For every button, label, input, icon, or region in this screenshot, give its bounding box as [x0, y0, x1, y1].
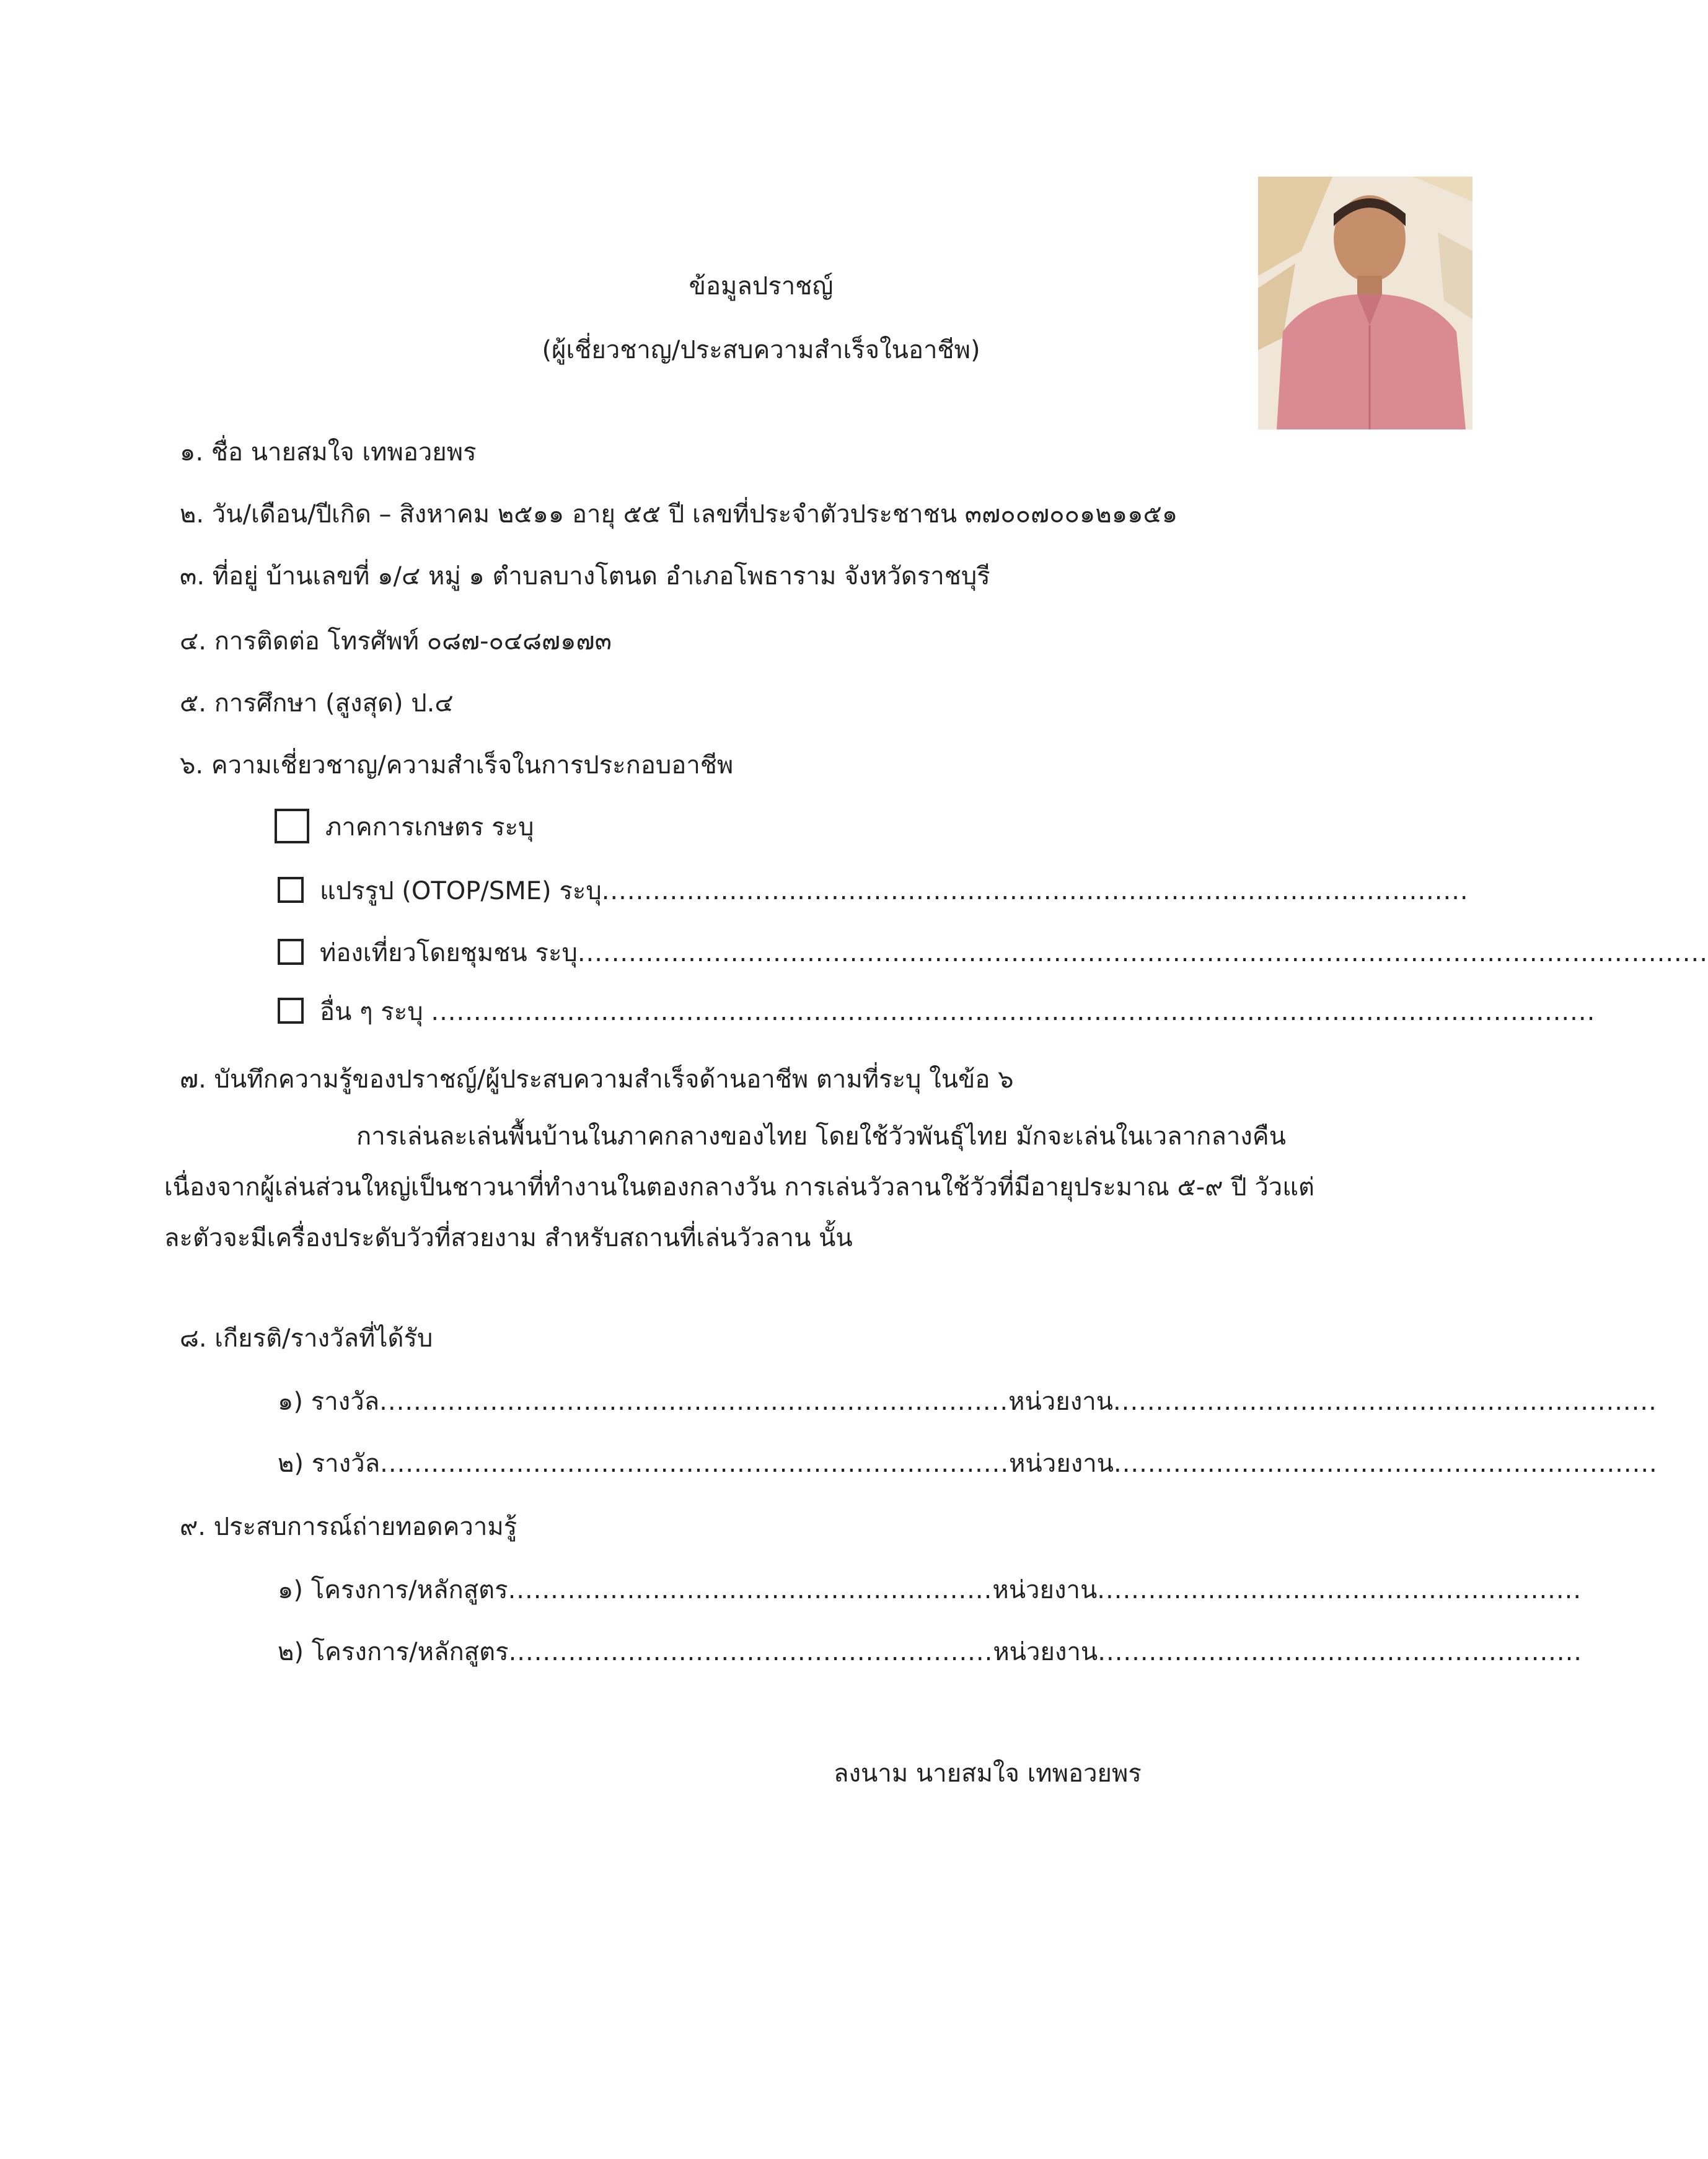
transfer-row-2: ๒) โครงการ/หลักสูตร.........................................................หน่วยงาน.........................................................	[278, 1638, 1583, 1666]
expertise-option-other	[278, 993, 1595, 1031]
award-row-2: ๒) รางวัล..........................................................................หน่วยงาน................................................................	[278, 1449, 1658, 1478]
document-subtitle: (ผู้เชี่ยวชาญ/ประสบความสำเร็จในอาชีพ)	[542, 336, 980, 364]
knowledge-paragraph	[164, 1111, 1348, 1264]
expertise-option-processing	[278, 873, 1469, 910]
document-title: ข้อมูลปราชญ์	[689, 272, 834, 301]
checkbox-tourism[interactable]	[278, 939, 304, 965]
field-expertise-heading: ๖. ความเชี่ยวชาญ/ความสำเร็จในการประกอบอาชีพ	[180, 751, 734, 780]
fill-line: .........................................................................................................................................	[431, 998, 1596, 1026]
field-contact: ๔. การติดต่อ โทรศัพท์ ๐๘๗-๐๔๘๗๑๗๓	[180, 627, 612, 656]
awards-heading: ๘. เกียรติ/รางวัลที่ได้รับ	[180, 1324, 433, 1353]
field-name: ๑. ชื่อ นายสมใจ เทพอวยพร	[180, 438, 477, 467]
fill-line: ......................................................................................................	[601, 877, 1469, 905]
fill-line: .....................................................................................................................................	[577, 939, 1708, 967]
checkbox-agriculture[interactable]	[275, 809, 309, 843]
option-label: ท่องเที่ยวโดยชุมชน ระบุ	[320, 939, 578, 967]
field-address: ๓. ที่อยู่ บ้านเลขที่ ๑/๔ หมู่ ๑ ตำบลบางโตนด อำเภอโพธาราม จังหวัดราชบุรี	[180, 562, 990, 591]
knowledge-line-2: เนื่องจากผู้เล่นส่วนใหญ่เป็นชาวนาที่ทำงานในตองกลางวัน การเล่นวัวลานใช้วัวที่มีอายุประมาณ ๕-๙ ปี วัวแต่	[164, 1173, 1315, 1202]
expertise-option-tourism	[278, 934, 1708, 972]
checkbox-other[interactable]	[278, 998, 304, 1024]
option-label: อื่น ๆ ระบุ	[320, 998, 431, 1026]
checkbox-processing[interactable]	[278, 877, 304, 903]
transfer-heading: ๙. ประสบการณ์ถ่ายทอดความรู้	[180, 1513, 517, 1541]
knowledge-line-3: ละตัวจะมีเครื่องประดับวัวที่สวยงาม สำหรับสถานที่เล่นวัวลาน นั้น	[164, 1224, 853, 1252]
signature: ลงนาม นายสมใจ เทพอวยพร	[834, 1759, 1142, 1788]
option-label: ภาคการเกษตร ระบุ	[325, 813, 534, 842]
option-label: แปรรูป (OTOP/SME) ระบุ	[320, 877, 602, 905]
transfer-row-1: ๑) โครงการ/หลักสูตร.........................................................หน่วยงาน.........................................................	[278, 1576, 1582, 1604]
knowledge-heading: ๗. บันทึกความรู้ของปราชญ์/ผู้ประสบความสำเร็จด้านอาชีพ ตามที่ระบุ ในข้อ ๖	[180, 1065, 1014, 1094]
expertise-option-agriculture	[275, 809, 534, 846]
award-row-1: ๑) รางวัล..........................................................................หน่วยงาน................................................................	[278, 1387, 1657, 1416]
field-education: ๕. การศึกษา (สูงสุด) ป.๔	[180, 689, 454, 718]
knowledge-line-1: การเล่นละเล่นพื้นบ้านในภาคกลางของไทย โดยใช้วัวพันธุ์ไทย มักจะเล่นในเวลากลางคืน	[356, 1122, 1286, 1151]
field-birth: ๒. วัน/เดือน/ปีเกิด – สิงหาคม ๒๕๑๑ อายุ ๕๕ ปี เลขที่ประจำตัวประชาชน ๓๗๐๐๗๐๐๑๒๑๑๕๑	[180, 500, 1178, 529]
